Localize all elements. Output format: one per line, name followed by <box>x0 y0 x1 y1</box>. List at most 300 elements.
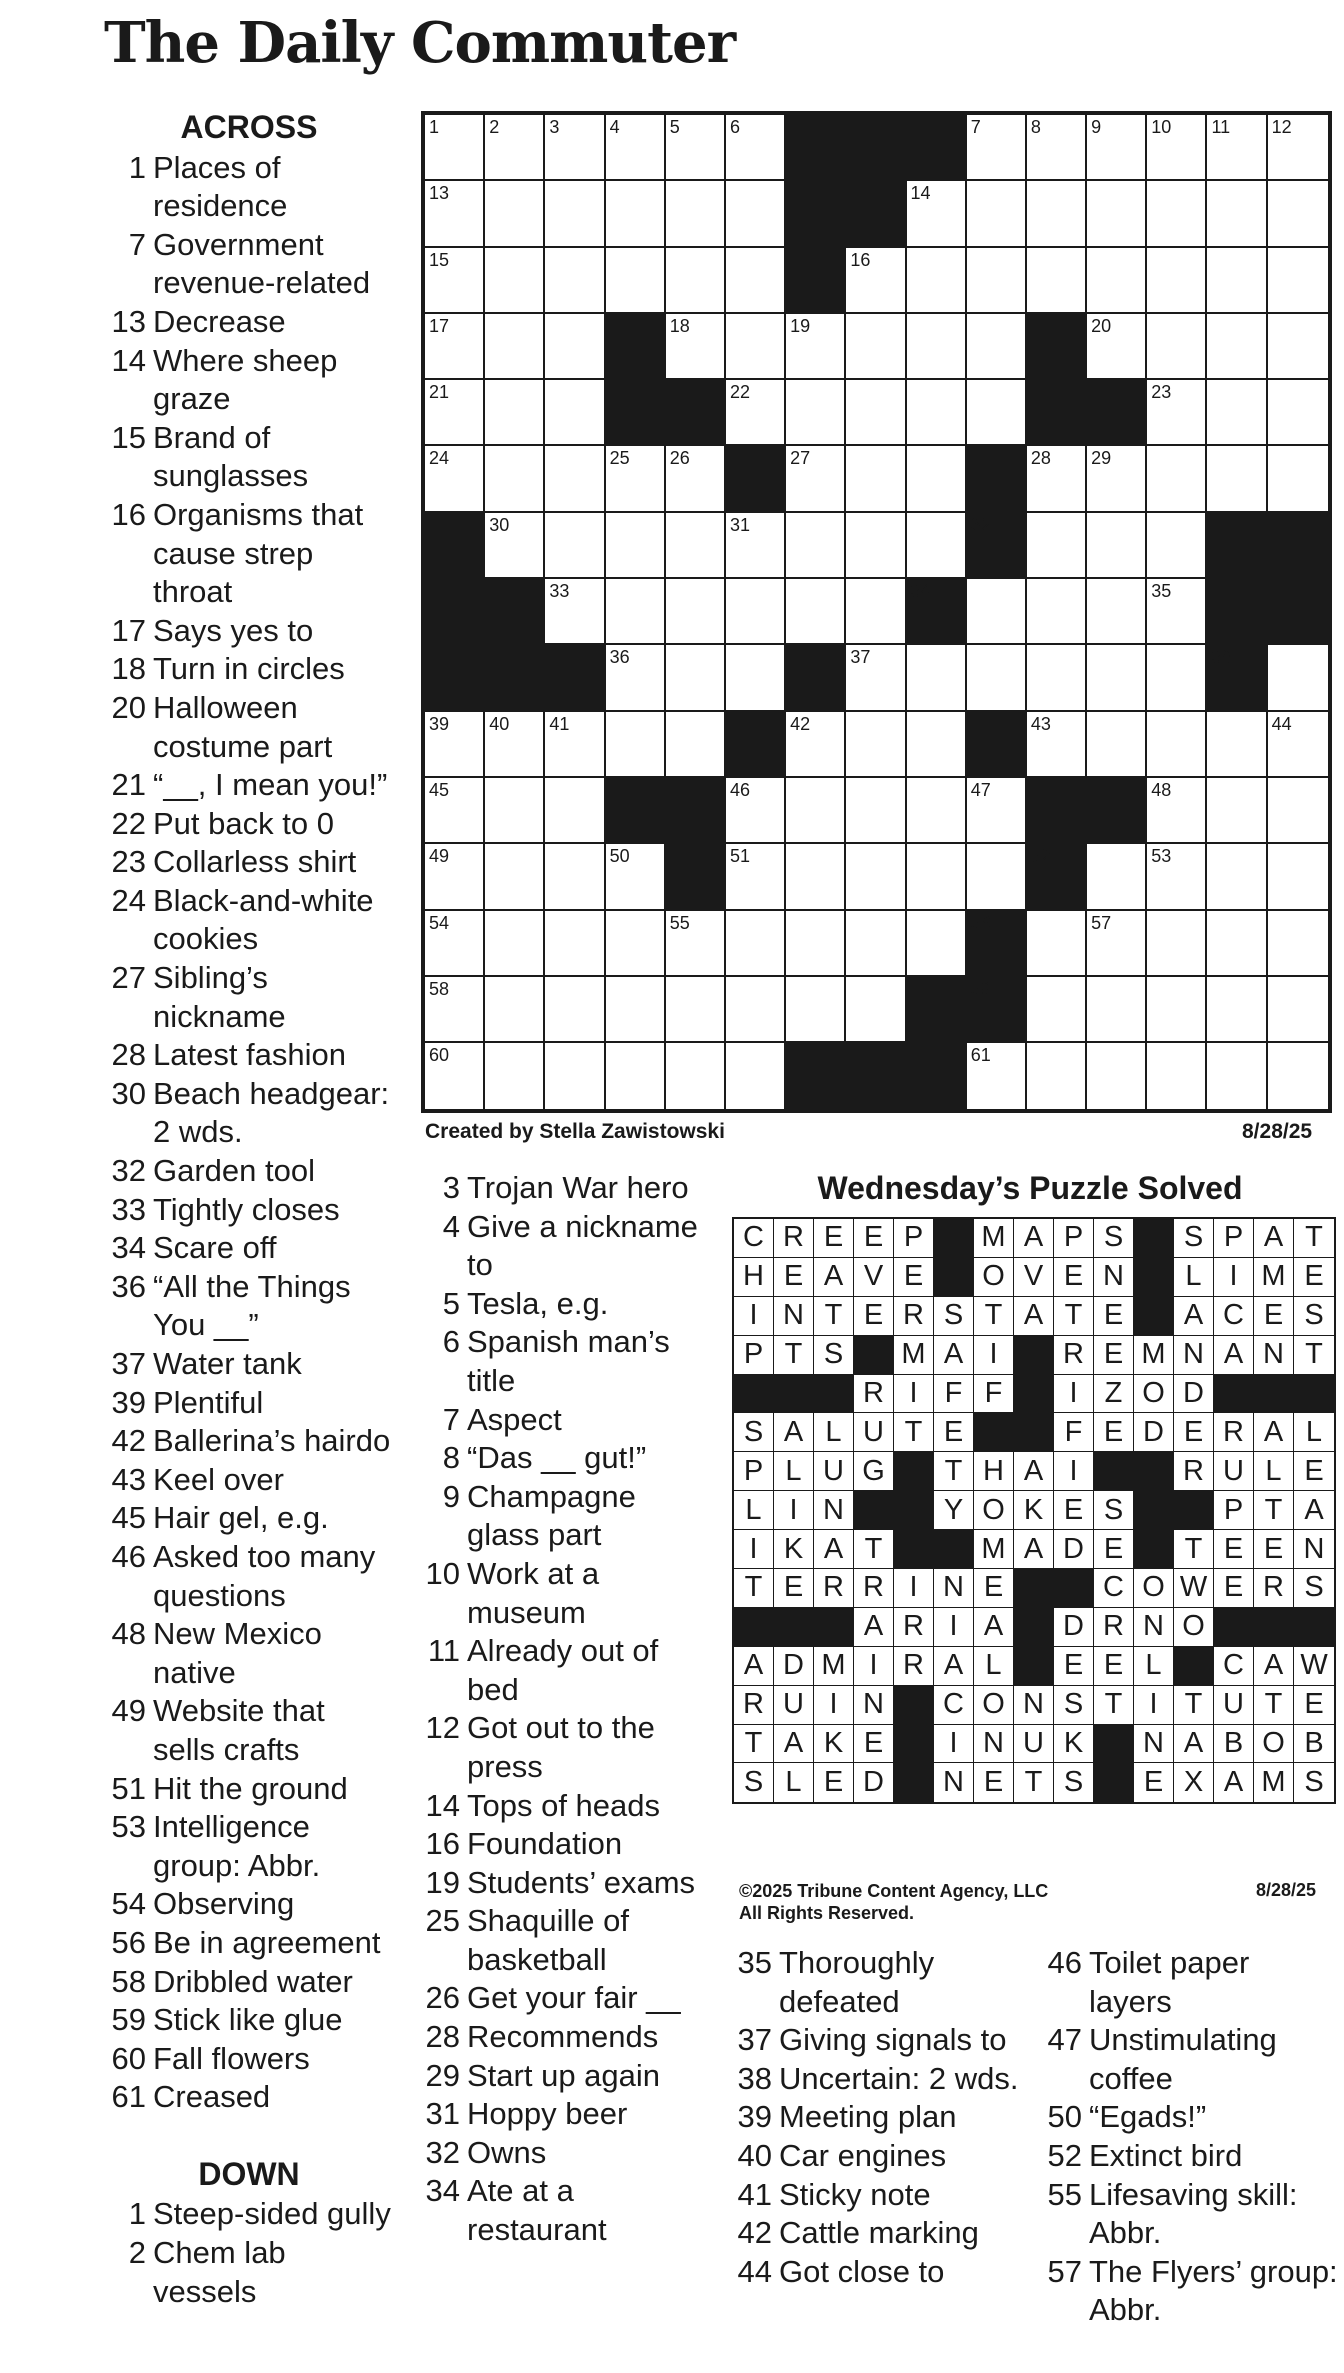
grid-cell[interactable] <box>485 712 545 778</box>
grid-cell[interactable] <box>485 778 545 844</box>
solution-letter: F <box>974 1375 1014 1414</box>
grid-cell[interactable] <box>726 844 786 910</box>
grid-cell[interactable] <box>545 248 605 314</box>
grid-cell[interactable] <box>666 115 726 181</box>
cell-number: 51 <box>729 846 750 867</box>
solution-letter: T <box>894 1413 934 1452</box>
grid-cell[interactable] <box>846 579 906 645</box>
grid-cell[interactable] <box>425 1043 485 1109</box>
grid-cell[interactable] <box>846 844 906 910</box>
solution-letter: I <box>934 1725 974 1764</box>
grid-cell[interactable] <box>786 579 846 645</box>
cell-number: 7 <box>970 117 981 137</box>
solution-letter: M <box>1254 1763 1294 1802</box>
grid-cell[interactable] <box>425 181 485 247</box>
solution-letter: N <box>1094 1258 1134 1297</box>
grid-cell[interactable] <box>666 977 726 1043</box>
solution-black-square <box>1014 1413 1054 1452</box>
grid-cell[interactable] <box>1207 380 1267 446</box>
grid-cell[interactable] <box>846 977 906 1043</box>
grid-cell[interactable] <box>545 977 605 1043</box>
cell-number: 6 <box>729 117 740 137</box>
grid-cell[interactable] <box>846 778 906 844</box>
solution-letter: T <box>1174 1686 1214 1725</box>
grid-cell[interactable] <box>485 181 545 247</box>
grid-cell[interactable] <box>666 1043 726 1109</box>
grid-cell[interactable] <box>786 380 846 446</box>
grid-cell[interactable] <box>1087 645 1147 711</box>
grid-cell[interactable] <box>726 778 786 844</box>
solution-letter: S <box>734 1763 774 1802</box>
grid-cell[interactable] <box>1207 1043 1267 1109</box>
grid-cell[interactable] <box>726 513 786 579</box>
grid-cell[interactable] <box>425 844 485 910</box>
grid-cell[interactable] <box>425 380 485 446</box>
grid-cell[interactable] <box>907 645 967 711</box>
grid-cell[interactable] <box>1268 844 1328 910</box>
grid-cell[interactable] <box>485 248 545 314</box>
grid-cell[interactable] <box>786 844 846 910</box>
grid-cell[interactable] <box>1147 115 1207 181</box>
grid-cell[interactable] <box>907 446 967 512</box>
grid-cell[interactable] <box>1087 513 1147 579</box>
solution-letter: T <box>854 1530 894 1569</box>
grid-cell[interactable] <box>907 844 967 910</box>
grid-cell[interactable] <box>726 248 786 314</box>
solution-letter: A <box>1254 1647 1294 1686</box>
grid-cell[interactable] <box>606 248 666 314</box>
clue-item <box>104 766 394 805</box>
clue-number: 28 <box>111 1037 146 1073</box>
across-clues <box>104 108 394 2311</box>
clue-text: Champagne glass part <box>467 1478 636 1553</box>
solution-letter: T <box>974 1297 1014 1336</box>
solution-letter: L <box>774 1452 814 1491</box>
grid-cell[interactable] <box>1147 248 1207 314</box>
grid-cell[interactable] <box>726 181 786 247</box>
grid-cell[interactable] <box>666 314 726 380</box>
clue-text: Plentiful <box>153 1384 264 1420</box>
solution-letter: T <box>1254 1686 1294 1725</box>
grid-cell[interactable] <box>726 380 786 446</box>
cell-number: 28 <box>1030 448 1051 469</box>
grid-cell[interactable] <box>485 115 545 181</box>
clue-item <box>418 2018 708 2057</box>
grid-cell[interactable] <box>425 115 485 181</box>
grid-cell[interactable] <box>1147 181 1207 247</box>
grid-cell[interactable] <box>545 712 605 778</box>
grid-cell[interactable] <box>1027 181 1087 247</box>
grid-cell[interactable] <box>606 513 666 579</box>
grid-cell[interactable] <box>1087 977 1147 1043</box>
solution-letter: T <box>814 1297 854 1336</box>
grid-cell[interactable] <box>1087 446 1147 512</box>
grid-cell[interactable] <box>666 712 726 778</box>
black-square <box>485 579 545 645</box>
cell-number: 43 <box>1030 713 1051 734</box>
clue-number: 47 <box>1047 2022 1082 2058</box>
grid-cell[interactable] <box>666 513 726 579</box>
grid-cell[interactable] <box>606 1043 666 1109</box>
grid-cell[interactable] <box>1268 645 1328 711</box>
cell-number: 35 <box>1151 581 1172 602</box>
black-square <box>1087 380 1147 446</box>
solution-letter: O <box>974 1258 1014 1297</box>
grid-cell[interactable] <box>425 778 485 844</box>
clue-number: 41 <box>737 2176 772 2212</box>
grid-cell[interactable] <box>726 645 786 711</box>
grid-cell[interactable] <box>425 977 485 1043</box>
grid-cell[interactable] <box>1087 115 1147 181</box>
clue-number: 9 <box>442 1478 460 1514</box>
grid-cell[interactable] <box>967 380 1027 446</box>
grid-cell[interactable] <box>1207 115 1267 181</box>
grid-cell[interactable] <box>485 446 545 512</box>
grid-cell[interactable] <box>1087 844 1147 910</box>
clue-number: 49 <box>111 1693 146 1729</box>
solution-letter: C <box>734 1219 774 1258</box>
solution-black-square <box>1134 1297 1174 1336</box>
grid-cell[interactable] <box>786 314 846 380</box>
clue-item <box>104 2001 394 2040</box>
solution-letter: E <box>1294 1258 1334 1297</box>
grid-cell[interactable] <box>1268 181 1328 247</box>
clue-number: 21 <box>111 767 146 803</box>
grid-cell[interactable] <box>545 513 605 579</box>
clue-text: Collarless shirt <box>153 844 357 880</box>
grid-cell[interactable] <box>1147 380 1207 446</box>
grid-cell[interactable] <box>425 248 485 314</box>
grid-cell[interactable] <box>545 844 605 910</box>
grid-cell[interactable] <box>606 645 666 711</box>
grid-cell[interactable] <box>907 181 967 247</box>
grid-cell[interactable] <box>1147 778 1207 844</box>
grid-cell[interactable] <box>846 513 906 579</box>
clue-text: Stick like glue <box>153 2002 343 2038</box>
grid-cell[interactable] <box>1087 181 1147 247</box>
grid-cell[interactable] <box>485 380 545 446</box>
grid-cell[interactable] <box>1207 446 1267 512</box>
clue-number: 24 <box>111 882 146 918</box>
grid-cell[interactable] <box>425 911 485 977</box>
clue-text: Extinct bird <box>1089 2137 1243 2173</box>
grid-cell[interactable] <box>846 911 906 977</box>
grid-cell[interactable] <box>545 446 605 512</box>
grid-cell[interactable] <box>1268 248 1328 314</box>
grid-cell[interactable] <box>1147 844 1207 910</box>
grid-cell[interactable] <box>666 446 726 512</box>
grid-cell[interactable] <box>786 778 846 844</box>
grid-cell[interactable] <box>967 645 1027 711</box>
grid-cell[interactable] <box>846 314 906 380</box>
solution-letter: E <box>814 1219 854 1258</box>
clue-item <box>730 2253 1030 2292</box>
clue-item <box>104 882 394 959</box>
clue-item <box>104 1345 394 1384</box>
clue-item <box>1040 2253 1340 2330</box>
grid-cell[interactable] <box>846 446 906 512</box>
grid-cell[interactable] <box>846 712 906 778</box>
solution-black-square <box>854 1336 894 1375</box>
solution-black-square <box>894 1491 934 1530</box>
black-square <box>967 911 1027 977</box>
grid-cell[interactable] <box>726 579 786 645</box>
cell-number: 4 <box>609 117 620 137</box>
clue-text: Already out of bed <box>467 1633 659 1707</box>
grid-cell[interactable] <box>967 579 1027 645</box>
grid-cell[interactable] <box>545 778 605 844</box>
grid-cell[interactable] <box>545 181 605 247</box>
clue-text: Tightly closes <box>153 1191 340 1227</box>
solution-letter: A <box>854 1608 894 1647</box>
clue-item <box>730 2021 1030 2060</box>
cell-number: 44 <box>1271 713 1292 734</box>
solution-letter: W <box>1174 1569 1214 1608</box>
grid-cell[interactable] <box>846 380 906 446</box>
grid-cell[interactable] <box>1147 579 1207 645</box>
grid-cell[interactable] <box>485 513 545 579</box>
solution-letter: T <box>1294 1219 1334 1258</box>
clue-text: Got out to the press <box>467 1710 655 1784</box>
clue-item <box>730 2060 1030 2099</box>
grid-cell[interactable] <box>545 314 605 380</box>
grid-cell[interactable] <box>967 248 1027 314</box>
grid-cell[interactable] <box>1087 579 1147 645</box>
grid-cell[interactable] <box>1268 1043 1328 1109</box>
solution-grid <box>732 1217 1336 1804</box>
grid-cell[interactable] <box>1027 513 1087 579</box>
grid-cell[interactable] <box>545 911 605 977</box>
grid-cell[interactable] <box>666 911 726 977</box>
grid-cell[interactable] <box>1147 314 1207 380</box>
grid-cell[interactable] <box>1147 513 1207 579</box>
solution-letter: U <box>1014 1725 1054 1764</box>
clue-text: Hair gel, e.g. <box>153 1500 329 1536</box>
solution-letter: K <box>1014 1491 1054 1530</box>
grid-cell[interactable] <box>606 115 666 181</box>
down-clues-col3 <box>730 1944 1030 2291</box>
clue-text: Water tank <box>153 1346 302 1381</box>
clue-item <box>418 1709 708 1786</box>
grid-cell[interactable] <box>1268 446 1328 512</box>
clue-text: Dribbled water <box>153 1963 353 1999</box>
grid-cell[interactable] <box>1027 579 1087 645</box>
grid-cell[interactable] <box>1207 778 1267 844</box>
grid-cell[interactable] <box>1207 712 1267 778</box>
grid-cell[interactable] <box>1027 446 1087 512</box>
solution-letter: R <box>814 1569 854 1608</box>
grid-cell[interactable] <box>666 645 726 711</box>
grid-cell[interactable] <box>1268 115 1328 181</box>
clue-text: Fall flowers <box>153 2040 310 2076</box>
grid-cell[interactable] <box>726 115 786 181</box>
clue-item <box>418 1401 708 1440</box>
grid-cell[interactable] <box>907 513 967 579</box>
solution-black-square <box>734 1375 774 1414</box>
grid-cell[interactable] <box>907 778 967 844</box>
grid-cell[interactable] <box>1207 911 1267 977</box>
grid-cell[interactable] <box>485 1043 545 1109</box>
clue-text: Meeting plan <box>779 2099 957 2135</box>
solution-letter: T <box>1014 1763 1054 1802</box>
grid-cell[interactable] <box>1027 712 1087 778</box>
grid-cell[interactable] <box>485 977 545 1043</box>
grid-cell[interactable] <box>967 778 1027 844</box>
grid-cell[interactable] <box>1027 645 1087 711</box>
clue-text: Black-and-white cookies <box>153 882 374 957</box>
grid-cell[interactable] <box>425 314 485 380</box>
grid-cell[interactable] <box>907 712 967 778</box>
solution-letter: I <box>894 1569 934 1608</box>
clue-number: 1 <box>128 149 146 185</box>
grid-cell[interactable] <box>485 844 545 910</box>
grid-cell[interactable] <box>1207 181 1267 247</box>
grid-cell[interactable] <box>545 380 605 446</box>
grid-cell[interactable] <box>967 115 1027 181</box>
grid-cell[interactable] <box>1147 446 1207 512</box>
clue-number: 48 <box>111 1616 146 1652</box>
grid-cell[interactable] <box>907 314 967 380</box>
grid-cell[interactable] <box>485 314 545 380</box>
cell-number: 19 <box>790 315 811 336</box>
grid-cell[interactable] <box>606 911 666 977</box>
solution-letter: E <box>1294 1686 1334 1725</box>
grid-cell[interactable] <box>726 1043 786 1109</box>
grid-cell[interactable] <box>786 911 846 977</box>
grid-cell[interactable] <box>726 977 786 1043</box>
solution-black-square <box>774 1608 814 1647</box>
clue-text: Halloween costume part <box>153 689 333 764</box>
grid-cell[interactable] <box>1147 645 1207 711</box>
grid-cell[interactable] <box>1147 977 1207 1043</box>
grid-cell[interactable] <box>1207 844 1267 910</box>
clue-item <box>418 1632 708 1709</box>
grid-cell[interactable] <box>666 181 726 247</box>
grid-cell[interactable] <box>846 248 906 314</box>
grid-cell[interactable] <box>606 446 666 512</box>
grid-cell[interactable] <box>606 579 666 645</box>
grid-cell[interactable] <box>967 314 1027 380</box>
grid-cell[interactable] <box>726 911 786 977</box>
solution-letter: C <box>1214 1297 1254 1336</box>
grid-cell[interactable] <box>425 446 485 512</box>
puzzle-date: 8/28/25 <box>1242 1120 1313 1143</box>
grid-cell[interactable] <box>1207 977 1267 1043</box>
clue-item <box>104 2040 394 2079</box>
clue-item <box>104 1963 394 2002</box>
grid-cell[interactable] <box>1268 314 1328 380</box>
grid-cell[interactable] <box>967 181 1027 247</box>
down-clues-col2 <box>418 1169 708 2250</box>
grid-cell[interactable] <box>1087 911 1147 977</box>
black-square <box>967 446 1027 512</box>
grid-cell[interactable] <box>1087 1043 1147 1109</box>
grid-cell[interactable] <box>726 314 786 380</box>
clue-item <box>418 1323 708 1400</box>
black-square <box>1268 513 1328 579</box>
cell-number: 13 <box>429 183 450 204</box>
grid-cell[interactable] <box>485 911 545 977</box>
copyright-line1: ©2025 Tribune Content Agency, LLC <box>739 1881 1049 1901</box>
grid-cell[interactable] <box>967 844 1027 910</box>
grid-cell[interactable] <box>545 1043 605 1109</box>
grid-cell[interactable] <box>786 712 846 778</box>
grid-cell[interactable] <box>1147 911 1207 977</box>
grid-cell[interactable] <box>907 248 967 314</box>
clue-text: “All the Things You __” <box>153 1268 351 1343</box>
grid-cell[interactable] <box>1087 314 1147 380</box>
grid-cell[interactable] <box>1027 115 1087 181</box>
solution-letter: D <box>1054 1530 1094 1569</box>
grid-cell[interactable] <box>606 844 666 910</box>
clue-text: Work at a museum <box>467 1555 600 1630</box>
grid-cell[interactable] <box>1268 380 1328 446</box>
grid-cell[interactable] <box>1207 314 1267 380</box>
grid-cell[interactable] <box>545 115 605 181</box>
grid-cell[interactable] <box>1268 712 1328 778</box>
grid-cell[interactable] <box>1027 248 1087 314</box>
clue-text: Giving signals to <box>779 2022 1007 2058</box>
grid-cell[interactable] <box>967 1043 1027 1109</box>
clue-item <box>104 1615 394 1692</box>
solution-letter: I <box>1054 1375 1094 1414</box>
grid-cell[interactable] <box>1207 248 1267 314</box>
grid-cell[interactable] <box>1087 248 1147 314</box>
grid-cell[interactable] <box>545 579 605 645</box>
grid-cell[interactable] <box>1147 1043 1207 1109</box>
clue-item <box>104 2234 394 2311</box>
grid-cell[interactable] <box>606 181 666 247</box>
grid-cell[interactable] <box>606 977 666 1043</box>
solution-letter: N <box>934 1763 974 1802</box>
grid-cell[interactable] <box>1268 778 1328 844</box>
grid-cell[interactable] <box>1147 712 1207 778</box>
solution-letter: T <box>934 1452 974 1491</box>
clue-text: Hoppy beer <box>467 2096 628 2132</box>
grid-cell[interactable] <box>1027 1043 1087 1109</box>
grid-cell[interactable] <box>907 911 967 977</box>
clue-item <box>418 1285 708 1324</box>
solution-letter: Y <box>934 1491 974 1530</box>
grid-cell[interactable] <box>786 513 846 579</box>
clue-number: 32 <box>425 2134 460 2170</box>
grid-cell[interactable] <box>1027 911 1087 977</box>
grid-cell[interactable] <box>786 446 846 512</box>
solution-letter: S <box>1294 1297 1334 1336</box>
grid-cell[interactable] <box>1027 977 1087 1043</box>
grid-cell[interactable] <box>606 712 666 778</box>
solution-black-square <box>814 1375 854 1414</box>
solution-letter: E <box>774 1569 814 1608</box>
cell-number: 15 <box>429 249 450 270</box>
grid-cell[interactable] <box>1087 712 1147 778</box>
grid-cell[interactable] <box>1268 977 1328 1043</box>
grid-cell[interactable] <box>907 380 967 446</box>
grid-cell[interactable] <box>1268 911 1328 977</box>
grid-cell[interactable] <box>666 579 726 645</box>
black-square <box>425 579 485 645</box>
clue-text: Government revenue-related <box>153 226 371 301</box>
solution-letter: O <box>1134 1375 1174 1414</box>
cell-number: 56 <box>970 912 991 933</box>
clue-text: Recommends <box>467 2019 659 2055</box>
grid-cell[interactable] <box>666 248 726 314</box>
grid-cell[interactable] <box>846 645 906 711</box>
solution-letter: T <box>1094 1686 1134 1725</box>
grid-cell[interactable] <box>425 712 485 778</box>
clue-item <box>104 1422 394 1461</box>
grid-cell[interactable] <box>786 977 846 1043</box>
